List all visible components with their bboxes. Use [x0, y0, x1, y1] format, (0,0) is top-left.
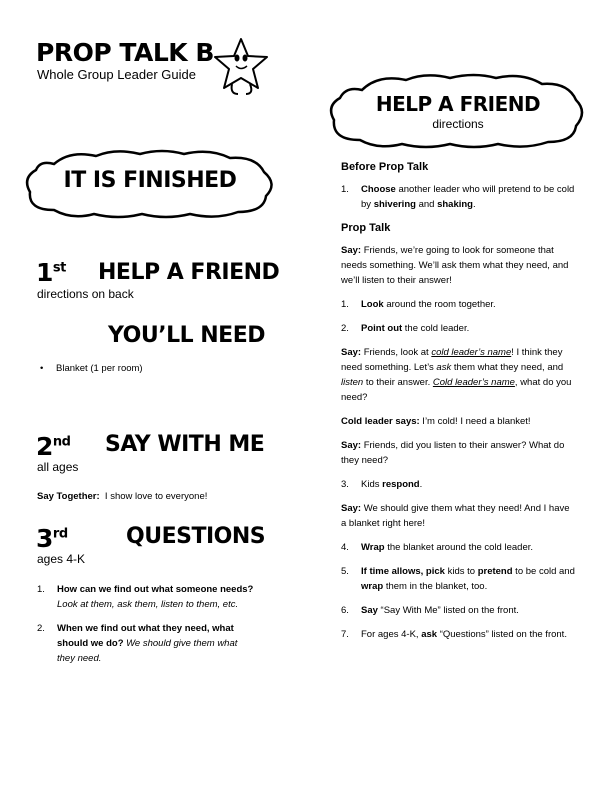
prop-talk-heading: Prop Talk	[341, 222, 391, 234]
item-number: 7.	[341, 629, 349, 640]
item-number: 6.	[341, 605, 349, 616]
say-paragraph	[341, 243, 577, 288]
bold-text: Wrap	[361, 542, 385, 553]
ordinal-number: 1	[36, 258, 53, 287]
placeholder-text: Cold leader’s name	[432, 377, 515, 388]
say-label: Say:	[341, 245, 362, 256]
body-text: “Say With Me” listed on the front.	[377, 605, 519, 616]
say-label: Say:	[341, 440, 362, 451]
bold-text: Look	[361, 299, 384, 310]
prop-steps-b	[341, 540, 577, 642]
body-text: I’m cold! I need a blanket!	[419, 416, 531, 427]
answer-text: Look at them, ask them, listen to them, etc.	[57, 599, 239, 610]
body-text: For ages 4-K,	[361, 629, 422, 640]
question-text: How can we find out what someone needs?	[57, 584, 254, 595]
body-text: another leader who will pretend to be cold by	[361, 184, 575, 210]
directions-column	[341, 160, 577, 642]
list-item	[341, 627, 577, 642]
bold-text: Say	[361, 605, 378, 616]
questions-list	[37, 582, 257, 666]
cloud-title: IT IS FINISHED	[63, 168, 237, 193]
item-number: 1.	[341, 299, 349, 310]
section-note: all ages	[37, 460, 79, 474]
bold-text: respond	[382, 479, 420, 490]
section-heading-questions: QUESTIONS	[126, 524, 266, 549]
list-item	[341, 540, 577, 555]
ordinal-suffix: st	[52, 260, 66, 276]
body-text: the cold leader.	[402, 323, 470, 334]
bold-text: Point out	[361, 323, 403, 334]
page-subtitle: Whole Group Leader Guide	[37, 67, 196, 82]
ordinal-suffix: nd	[52, 434, 71, 450]
say-label: Say:	[341, 503, 362, 514]
item-number: 4.	[341, 542, 349, 553]
say-label: Cold leader says:	[341, 416, 420, 427]
item-number: 1.	[37, 584, 45, 595]
body-text: Kids	[361, 479, 383, 490]
say-label: Say Together:	[37, 491, 100, 502]
body-text: Friends, did you listen to their answer? What do they need?	[341, 440, 565, 466]
item-number: 1.	[341, 184, 349, 195]
body-text: and	[415, 199, 438, 210]
prop-steps-a	[341, 297, 577, 336]
say-paragraph	[341, 501, 577, 531]
bold-text: ask	[421, 629, 438, 640]
prop-step-3	[341, 477, 577, 492]
question-text: When we find out what they need, what should we do?	[57, 623, 234, 649]
cold-leader-says	[341, 414, 577, 429]
list-item	[37, 582, 257, 612]
youll-need-heading: YOU’LL NEED	[108, 323, 265, 348]
body-text: the blanket around the cold leader.	[384, 542, 534, 553]
say-paragraph	[341, 438, 577, 468]
item-number: 2.	[37, 623, 45, 634]
list-item	[341, 297, 577, 312]
list-item	[341, 182, 577, 212]
cloud-title: HELP A FRIEND	[375, 92, 541, 116]
before-prop-talk-heading: Before Prop Talk	[341, 161, 429, 173]
ordinal-2nd	[36, 432, 70, 461]
bold-text: pretend	[477, 566, 513, 577]
body-text: to their answer.	[363, 377, 433, 388]
answer-text: We should give them what they need.	[57, 638, 238, 664]
say-text: I show love to everyone!	[104, 491, 208, 502]
bold-text: wrap	[361, 581, 384, 592]
list-item	[341, 477, 577, 492]
body-text: ! I think they need something. Let’s	[341, 347, 563, 373]
list-item	[37, 621, 257, 666]
body-text: them in the blanket, too.	[383, 581, 488, 592]
ordinal-3rd	[36, 524, 68, 553]
body-text: Friends, we’re going to look for someone that needs something. We’ll ask them what they need, and we’ll listen to their answer!	[341, 245, 569, 286]
star-mascot-icon	[212, 36, 270, 100]
say-together	[37, 489, 207, 504]
say-paragraph	[341, 345, 577, 405]
cloud-help-a-friend	[326, 72, 590, 152]
body-text: .	[419, 479, 423, 490]
body-text: around the room together.	[383, 299, 496, 310]
body-text: them what they need, and	[451, 362, 564, 373]
italic-text: ask	[436, 362, 452, 373]
ordinal-suffix: rd	[52, 526, 68, 542]
bullet-icon: •	[40, 363, 44, 374]
body-text: , what do you need?	[341, 377, 572, 403]
list-item	[341, 564, 577, 594]
cloud-subtitle: directions	[432, 117, 484, 131]
section-heading-say-with-me: SAY WITH ME	[105, 432, 265, 457]
italic-text: listen	[341, 377, 364, 388]
body-text: .	[472, 199, 476, 210]
item-number: 2.	[341, 323, 349, 334]
list-item	[341, 321, 577, 336]
body-text: kids to	[444, 566, 478, 577]
ordinal-number: 2	[36, 432, 53, 461]
section-note: ages 4-K	[37, 552, 86, 566]
item-number: 3.	[341, 479, 349, 490]
list-item: Blanket (1 per room)	[56, 363, 143, 374]
bold-text: shaking	[437, 199, 473, 210]
body-text: Friends, look at	[361, 347, 432, 358]
section-note: directions on back	[37, 287, 134, 301]
body-text: “Questions” listed on the front.	[437, 629, 567, 640]
placeholder-text: cold leader’s name	[431, 347, 512, 358]
item-number: 5.	[341, 566, 349, 577]
bold-text: Choose	[361, 184, 396, 195]
before-steps	[341, 182, 577, 212]
section-heading-help-a-friend: HELP A FRIEND	[98, 260, 280, 285]
ordinal-1st	[36, 258, 66, 287]
page-title: PROP TALK B	[36, 38, 214, 67]
ordinal-number: 3	[36, 524, 53, 553]
body-text: to be cold and	[512, 566, 575, 577]
cloud-it-is-finished	[20, 148, 280, 220]
say-label: Say:	[341, 347, 362, 358]
bold-text: If time allows, pick	[361, 566, 445, 577]
youll-need-list	[40, 361, 143, 376]
body-text: We should give them what they need! And I have a blanket right here!	[341, 503, 570, 529]
list-item	[341, 603, 577, 618]
bold-text: shivering	[373, 199, 416, 210]
